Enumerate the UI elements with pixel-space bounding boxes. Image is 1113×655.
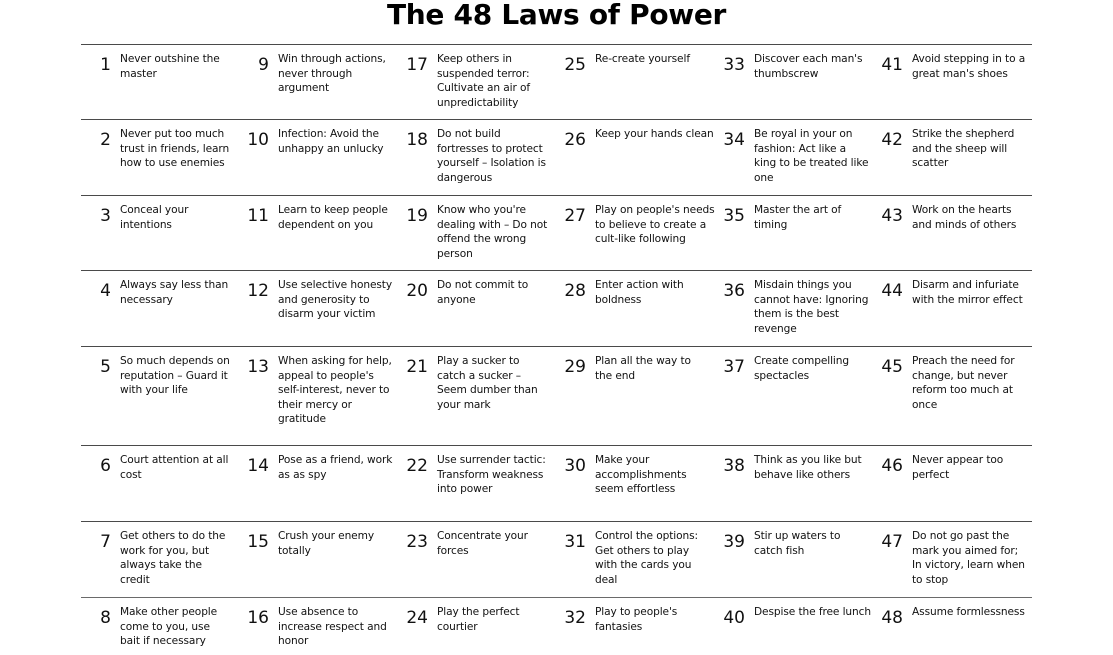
law-text: Crush your enemy totally <box>278 530 374 557</box>
law-text: Learn to keep people dependent on you <box>278 204 388 231</box>
law-text: Keep your hands clean <box>595 128 714 140</box>
law-cell <box>239 598 397 655</box>
law-number: 3 <box>100 206 111 226</box>
law-number: 44 <box>881 281 903 301</box>
law-text: Get others to do the work for you, but always take the credit <box>120 530 226 586</box>
law-number: 34 <box>723 130 745 150</box>
law-cell <box>81 45 239 120</box>
law-number: 7 <box>100 532 111 552</box>
law-number: 27 <box>564 206 586 226</box>
law-text: Infection: Avoid the unhappy an unlucky <box>278 128 384 155</box>
law-text: Play the perfect courtier <box>437 606 520 633</box>
law-text: Know who you're dealing with – Do not offend the wrong person <box>437 204 548 260</box>
law-cell <box>715 271 873 347</box>
law-cell <box>239 446 397 522</box>
law-cell <box>873 120 1031 196</box>
law-text: Win through actions, never through argument <box>278 53 386 95</box>
law-cell <box>873 598 1031 655</box>
law-text: Discover each man's thumbscrew <box>754 53 863 80</box>
page-title: The 48 Laws of Power <box>386 0 727 31</box>
law-number: 20 <box>406 281 428 301</box>
law-text: Make other people come to you, use bait if necessary <box>120 606 218 648</box>
law-number: 30 <box>564 456 586 476</box>
law-cell <box>873 45 1031 120</box>
law-cell <box>81 196 239 271</box>
laws-row <box>81 597 1032 655</box>
law-cell <box>398 196 556 271</box>
law-cell <box>556 522 714 598</box>
law-cell <box>398 347 556 446</box>
law-cell <box>81 598 239 655</box>
law-cell <box>556 347 714 446</box>
law-text: Play on people's needs to believe to create a cult-like following <box>595 204 715 246</box>
law-number: 19 <box>406 206 428 226</box>
law-number: 9 <box>258 55 269 75</box>
law-number: 4 <box>100 281 111 301</box>
law-cell <box>239 45 397 120</box>
law-text: Court attention at all cost <box>120 454 229 481</box>
law-number: 8 <box>100 608 111 628</box>
law-number: 37 <box>723 357 745 377</box>
law-number: 40 <box>723 608 745 628</box>
law-text: Never outshine the master <box>120 53 220 80</box>
law-number: 33 <box>723 55 745 75</box>
law-text: Stir up waters to catch fish <box>754 530 841 557</box>
law-cell <box>873 271 1031 347</box>
law-text: Do not go past the mark you aimed for; In victory, learn when to stop <box>912 530 1025 586</box>
law-text: Be royal in your on fashion: Act like a king to be treated like one <box>754 128 869 184</box>
laws-row <box>81 270 1032 347</box>
law-number: 25 <box>564 55 586 75</box>
law-text: Despise the free lunch <box>754 606 871 618</box>
law-text: Use absence to increase respect and honor <box>278 606 387 648</box>
law-number: 2 <box>100 130 111 150</box>
law-text: Make your accomplishments seem effortless <box>595 454 687 496</box>
law-number: 12 <box>247 281 269 301</box>
law-number: 16 <box>247 608 269 628</box>
law-number: 39 <box>723 532 745 552</box>
law-text: Avoid stepping in to a great man's shoes <box>912 53 1026 80</box>
law-number: 11 <box>247 206 269 226</box>
law-cell <box>556 196 714 271</box>
law-number: 21 <box>406 357 428 377</box>
law-number: 18 <box>406 130 428 150</box>
law-text: Pose as a friend, work as as spy <box>278 454 393 481</box>
law-number: 24 <box>406 608 428 628</box>
law-cell <box>556 271 714 347</box>
law-text: Strike the shepherd and the sheep will scatter <box>912 128 1015 170</box>
law-number: 28 <box>564 281 586 301</box>
law-number: 23 <box>406 532 428 552</box>
law-text: Use surrender tactic: Transform weakness into power <box>437 454 546 496</box>
law-text: Disarm and infuriate with the mirror effect <box>912 279 1023 306</box>
law-cell <box>239 347 397 446</box>
law-cell <box>715 120 873 196</box>
laws-row <box>81 195 1032 271</box>
law-text: Keep others in suspended terror: Cultivate an air of unpredictability <box>437 53 530 109</box>
law-text: Conceal your intentions <box>120 204 189 231</box>
law-number: 43 <box>881 206 903 226</box>
law-number: 10 <box>247 130 269 150</box>
law-cell <box>398 522 556 598</box>
law-number: 14 <box>247 456 269 476</box>
law-number: 45 <box>881 357 903 377</box>
law-text: Concentrate your forces <box>437 530 528 557</box>
law-number: 31 <box>564 532 586 552</box>
law-text: Work on the hearts and minds of others <box>912 204 1017 231</box>
law-text: Think as you like but behave like others <box>754 454 862 481</box>
law-text: When asking for help, appeal to people's self-interest, never to their mercy or gratitude <box>278 355 392 426</box>
law-number: 46 <box>881 456 903 476</box>
law-text: Use selective honesty and generosity to disarm your victim <box>278 279 393 321</box>
law-number: 15 <box>247 532 269 552</box>
law-text: Play a sucker to catch a sucker – Seem dumber than your mark <box>437 355 538 411</box>
law-cell <box>873 347 1031 446</box>
law-text: Play to people's fantasies <box>595 606 678 633</box>
law-text: Re-create yourself <box>595 53 690 65</box>
law-number: 47 <box>881 532 903 552</box>
law-number: 5 <box>100 357 111 377</box>
law-text: Never put too much trust in friends, learn how to use enemies <box>120 128 230 170</box>
law-text: Preach the need for change, but never reform too much at once <box>912 355 1015 411</box>
law-cell <box>239 120 397 196</box>
law-text: Enter action with boldness <box>595 279 684 306</box>
law-text: So much depends on reputation – Guard it with your life <box>120 355 230 397</box>
law-cell <box>398 446 556 522</box>
law-number: 22 <box>406 456 428 476</box>
law-number: 13 <box>247 357 269 377</box>
law-number: 29 <box>564 357 586 377</box>
law-number: 26 <box>564 130 586 150</box>
law-text: Do not build fortresses to protect yourself – Isolation is dangerous <box>437 128 546 184</box>
law-number: 36 <box>723 281 745 301</box>
law-cell <box>715 446 873 522</box>
law-cell <box>398 45 556 120</box>
law-text: Plan all the way to the end <box>595 355 691 382</box>
law-cell <box>715 45 873 120</box>
law-cell <box>715 522 873 598</box>
law-text: Assume formlessness <box>912 606 1025 618</box>
law-number: 1 <box>100 55 111 75</box>
law-text: Misdain things you cannot have: Ignoring them is the best revenge <box>754 279 869 335</box>
law-cell <box>398 120 556 196</box>
laws-row <box>81 521 1032 598</box>
law-cell <box>81 120 239 196</box>
law-cell <box>873 446 1031 522</box>
law-cell <box>873 522 1031 598</box>
law-cell <box>398 598 556 655</box>
law-cell <box>556 45 714 120</box>
law-cell <box>873 196 1031 271</box>
law-number: 48 <box>881 608 903 628</box>
laws-row <box>81 445 1032 522</box>
law-cell <box>81 271 239 347</box>
law-cell <box>715 347 873 446</box>
law-cell <box>715 196 873 271</box>
law-text: Do not commit to anyone <box>437 279 529 306</box>
law-number: 41 <box>881 55 903 75</box>
law-text: Control the options: Get others to play with the cards you deal <box>595 530 699 586</box>
laws-row <box>81 119 1032 196</box>
law-number: 17 <box>406 55 428 75</box>
law-cell <box>239 271 397 347</box>
law-cell <box>81 446 239 522</box>
law-number: 42 <box>881 130 903 150</box>
law-cell <box>556 120 714 196</box>
law-text: Create compelling spectacles <box>754 355 850 382</box>
law-cell <box>556 446 714 522</box>
law-text: Master the art of timing <box>754 204 842 231</box>
law-cell <box>715 598 873 655</box>
law-cell <box>81 522 239 598</box>
laws-row <box>81 44 1032 120</box>
laws-row <box>81 346 1032 446</box>
law-cell <box>556 598 714 655</box>
law-text: Never appear too perfect <box>912 454 1004 481</box>
law-cell <box>239 196 397 271</box>
law-number: 32 <box>564 608 586 628</box>
law-number: 38 <box>723 456 745 476</box>
law-number: 35 <box>723 206 745 226</box>
law-cell <box>239 522 397 598</box>
law-number: 6 <box>100 456 111 476</box>
law-cell <box>398 271 556 347</box>
law-text: Always say less than necessary <box>120 279 229 306</box>
law-cell <box>81 347 239 446</box>
